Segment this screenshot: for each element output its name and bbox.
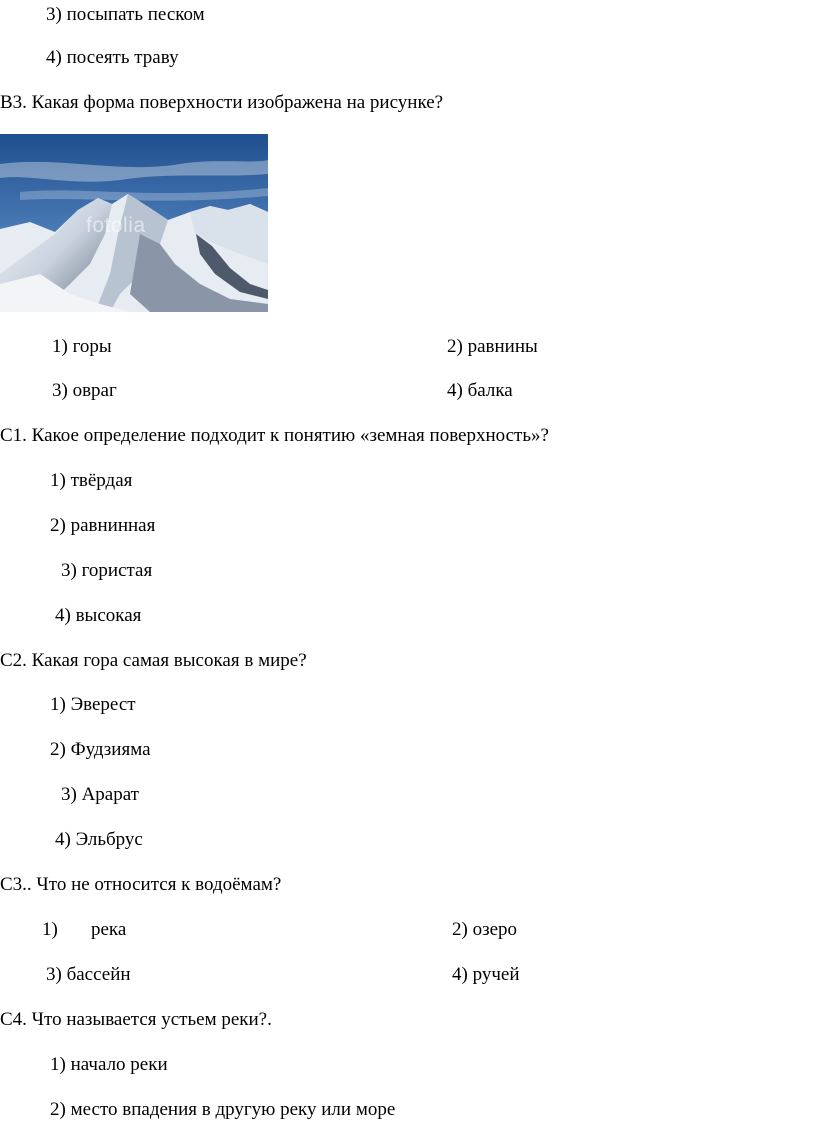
question-c3: С3.. Что не относится к водоёмам? [0, 874, 282, 895]
c3-option-1-number: 1) [42, 919, 58, 940]
c2-option-1: 1) Эверест [50, 694, 136, 715]
c2-option-4: 4) Эльбрус [55, 829, 143, 850]
b3-option-2: 2) равнины [447, 336, 538, 357]
mountain-photo [0, 134, 268, 312]
b3-option-1: 1) горы [52, 336, 112, 357]
c2-option-3: 3) Арарат [61, 784, 139, 805]
c4-option-1: 1) начало реки [50, 1054, 168, 1075]
c3-option-1-text: река [91, 919, 127, 940]
c1-option-1: 1) твёрдая [50, 470, 133, 491]
option-grass: 4) посеять траву [46, 47, 179, 68]
b3-option-3: 3) овраг [52, 380, 117, 401]
option-sand: 3) посыпать песком [46, 4, 205, 25]
c3-option-3: 3) бассейн [46, 964, 131, 985]
question-b3: В3. Какая форма поверхности изображена на рисунке? [0, 92, 444, 113]
c1-option-4: 4) высокая [55, 605, 142, 626]
b3-option-4: 4) балка [447, 380, 513, 401]
c1-option-3: 3) гористая [61, 560, 153, 581]
c1-option-2: 2) равнинная [50, 515, 156, 536]
question-c2: С2. Какая гора самая высокая в мире? [0, 650, 307, 671]
c4-option-2: 2) место впадения в другую реку или море [50, 1099, 396, 1120]
question-c1: С1. Какое определение подходит к понятию «земная поверхность»? [0, 425, 549, 446]
c3-option-2: 2) озеро [452, 919, 518, 940]
image-watermark: fotolia [86, 214, 146, 237]
question-c4: С4. Что называется устьем реки?. [0, 1009, 272, 1030]
c3-option-4: 4) ручей [452, 964, 520, 985]
c2-option-2: 2) Фудзияма [50, 739, 151, 760]
